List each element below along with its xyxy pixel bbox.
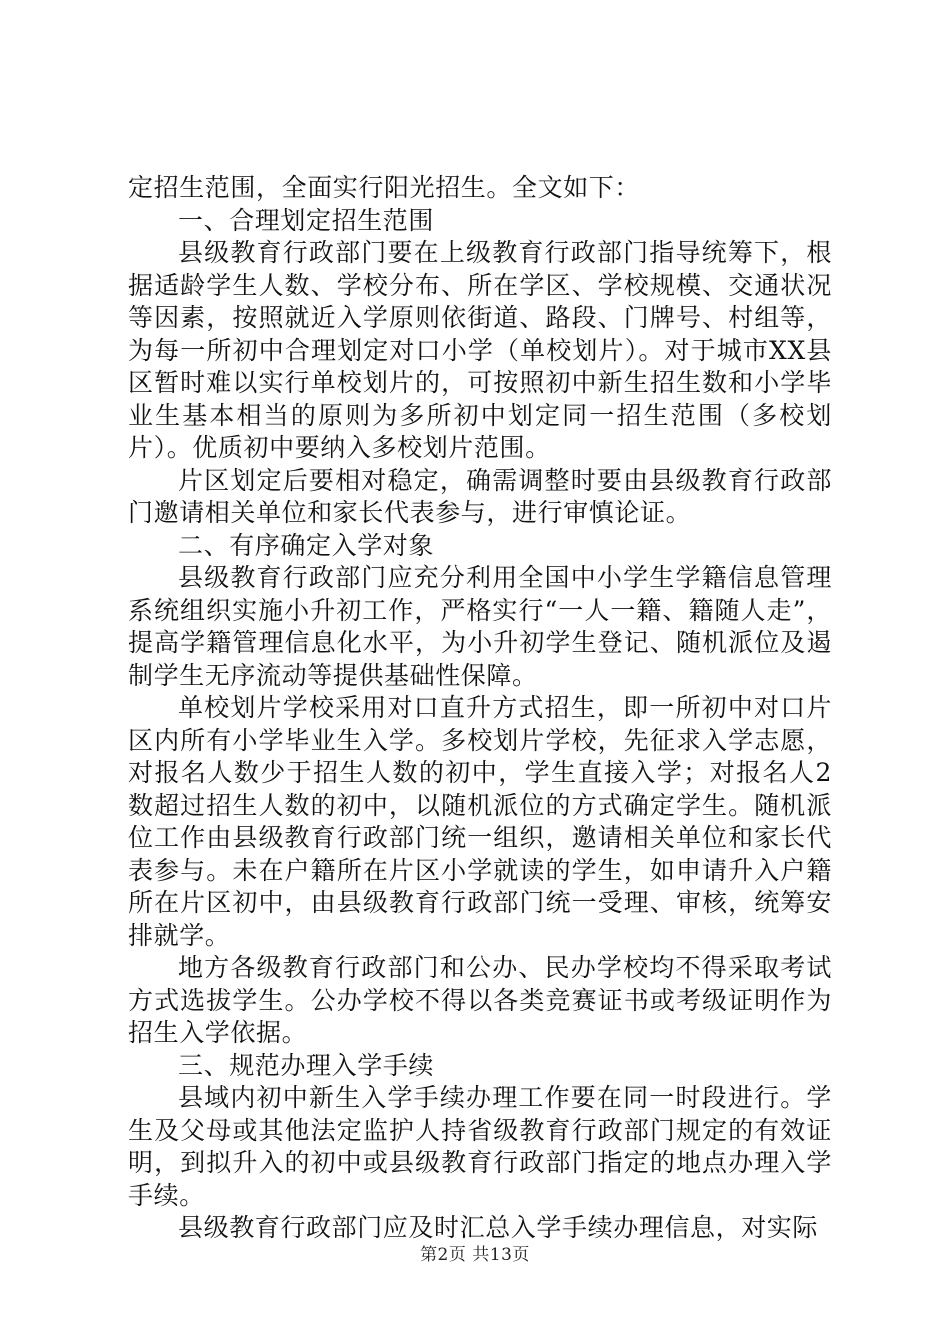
- paragraph: 县域内初中新生入学手续办理工作要在同一时段进行。学生及父母或其他法定监护人持省级教育行政部门规定的有效证明，到拟升入的初中或县级教育行政部门指定的地点办理入学手续。: [128, 1083, 832, 1210]
- paragraph-continuation: 定招生范围，全面实行阳光招生。全文如下：: [128, 173, 641, 202]
- paragraph: 县级教育行政部门要在上级教育行政部门指导统筹下，根据适龄学生人数、学校分布、所在学区、学校规模、交通状况等因素，按照就近入学原则依街道、路段、门牌号、村组等，为每一所初中合理划定对口小学（单校划片）。对于城市XX县区暂时难以实行单校划片的，可按照初中新生招生数和小学毕业生基本相当的原则为多所初中划定同一招生范围（多校划片）。优质初中要纳入多校划片范围。: [128, 238, 832, 462]
- paragraph: 县级教育行政部门应充分利用全国中小学生学籍信息管理系统组织实施小升初工作，严格实行“一人一籍、籍随人走”，提高学籍管理信息化水平，为小升初学生登记、随机派位及遏制学生无序流动等提供基础性保障。: [128, 563, 832, 690]
- paragraph: 单校划片学校采用对口直升方式招生，即一所初中对口片区内所有小学毕业生入学。多校划片学校，先征求入学志愿，对报名人数少于招生人数的初中，学生直接入学；对报名人2数超过招生人数的初中，以随机派位的方式确定学生。随机派位工作由县级教育行政部门统一组织，邀请相关单位和家长代表参与。未在户籍所在片区小学就读的学生，如申请升入户籍所在片区初中，由县级教育行政部门统一受理、审核，统筹安排就学。: [128, 693, 832, 950]
- paragraph-truncated: 县级教育行政部门应及时汇总入学手续办理信息，对实际: [178, 1213, 819, 1242]
- paragraph: 地方各级教育行政部门和公办、民办学校均不得采取考试方式选拔学生。公办学校不得以各类竞赛证书或考级证明作为招生入学依据。: [128, 953, 832, 1047]
- section-heading-3: 三、规范办理入学手续: [178, 1050, 435, 1080]
- section-heading-2: 二、有序确定入学对象: [178, 530, 435, 560]
- page-number-footer: 第2页 共13页: [420, 1245, 530, 1265]
- paragraph: 片区划定后要相对稳定，确需调整时要由县级教育行政部门邀请相关单位和家长代表参与，进行审慎论证。: [128, 465, 832, 527]
- section-heading-1: 一、合理划定招生范围: [178, 205, 435, 235]
- document-body: [128, 172, 832, 1245]
